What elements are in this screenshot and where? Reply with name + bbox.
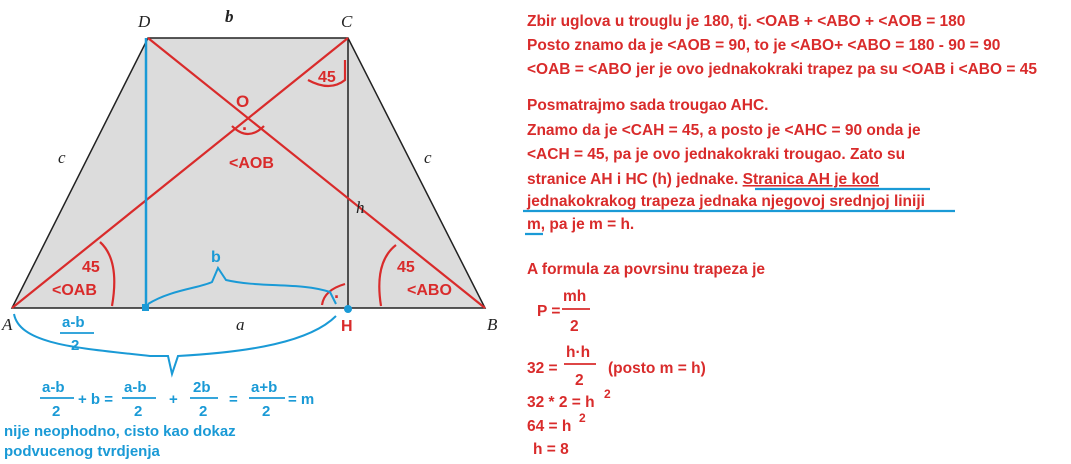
formula-posto: (posto m = h) [608, 360, 706, 377]
proof-f4-num: a+b [251, 379, 278, 396]
proof-note-1: nije neophodno, cisto kao dokaz [4, 423, 236, 440]
proof-f2-num: a-b [124, 379, 147, 396]
proof-f3-num: 2b [193, 379, 211, 396]
text-line-6: <ACH = 45, pa je ovo jednakokraki trougao. Zato su [527, 146, 906, 163]
formula-sup-b: 2 [579, 411, 586, 425]
formula-line-c: h = 8 [533, 441, 569, 458]
explanation-text [523, 13, 1037, 278]
fraction-ab-den: 2 [71, 337, 80, 354]
proof-f3-den: 2 [199, 403, 208, 420]
right-angle-dot-o: · [242, 119, 248, 139]
formula-32-label: 32 = [527, 360, 558, 377]
point-h-label: H [341, 318, 353, 335]
vertex-b: B [487, 315, 498, 334]
formula-p-den: 2 [570, 318, 579, 335]
formula-line-a: 32 * 2 = h [527, 394, 595, 411]
proof-plus-b-eq: + b = [78, 391, 114, 408]
text-line-7 [527, 171, 879, 188]
midline-proof [4, 379, 314, 460]
formula-32-den: 2 [575, 372, 584, 389]
angle-aob-label: <AOB [229, 155, 274, 172]
text-line-3: <OAB = <ABO jer je ovo jednakokraki trapez pa su <OAB i <ABO = 45 [527, 61, 1037, 78]
height-h-label: h [356, 198, 365, 217]
vertex-a: A [2, 315, 13, 334]
vertex-d: D [138, 12, 151, 31]
text-line-4: Posmatrajmo sada trougao AHC. [527, 97, 769, 114]
point-h [344, 305, 352, 313]
right-angle-dot-h: · [334, 287, 340, 307]
brace-b-label: b [211, 249, 221, 266]
area-formulas [527, 288, 706, 458]
proof-f1-den: 2 [52, 403, 61, 420]
proof-eq-m: = m [288, 391, 315, 408]
side-c-right-label: c [424, 148, 432, 167]
proof-plus: + [169, 391, 178, 408]
formula-p-num: mh [563, 288, 587, 305]
proof-f2-den: 2 [134, 403, 143, 420]
angle-45-c: 45 [318, 69, 336, 86]
side-c-left-label: c [58, 148, 66, 167]
text-line-7b: Stranica AH je kod [742, 171, 880, 188]
text-line-7a: stranice AH i HC (h) jednake. [527, 171, 743, 188]
proof-eq: = [229, 391, 238, 408]
angle-45-b: 45 [397, 259, 415, 276]
side-a-label: a [236, 315, 245, 334]
formula-sup-a: 2 [604, 387, 611, 401]
point-o-label: O [236, 92, 250, 111]
foot-marker-d [142, 304, 149, 311]
angle-45-a: 45 [82, 259, 100, 276]
text-line-9: m, pa je m = h. [527, 216, 635, 233]
side-b-label: b [225, 7, 234, 26]
text-line-1: Zbir uglova u trouglu je 180, tj. <OAB + <ABO + <AOB = 180 [527, 13, 966, 30]
proof-note-2: podvucenog tvrdjenja [4, 443, 160, 460]
formula-32-num: h·h [566, 344, 591, 361]
proof-f4-den: 2 [262, 403, 271, 420]
angle-abo-label: <ABO [407, 282, 452, 299]
trapezoid-figure [1, 7, 498, 374]
text-line-10: A formula za povrsinu trapeza je [527, 261, 766, 278]
angle-oab-label: <OAB [52, 282, 97, 299]
vertex-c: C [341, 12, 353, 31]
text-line-8: jednakokrakog trapeza jednaka njegovoj srednjoj liniji [527, 193, 925, 210]
proof-f1-num: a-b [42, 379, 65, 396]
formula-p-label: P = [537, 303, 561, 320]
text-line-5: Znamo da je <CAH = 45, a posto je <AHC = 90 onda je [527, 122, 921, 139]
formula-line-b: 64 = h [527, 418, 572, 435]
fraction-ab-num: a-b [62, 314, 85, 331]
text-line-2: Posto znamo da je <AOB = 90, to je <ABO+ <ABO = 180 - 90 = 90 [527, 37, 1001, 54]
